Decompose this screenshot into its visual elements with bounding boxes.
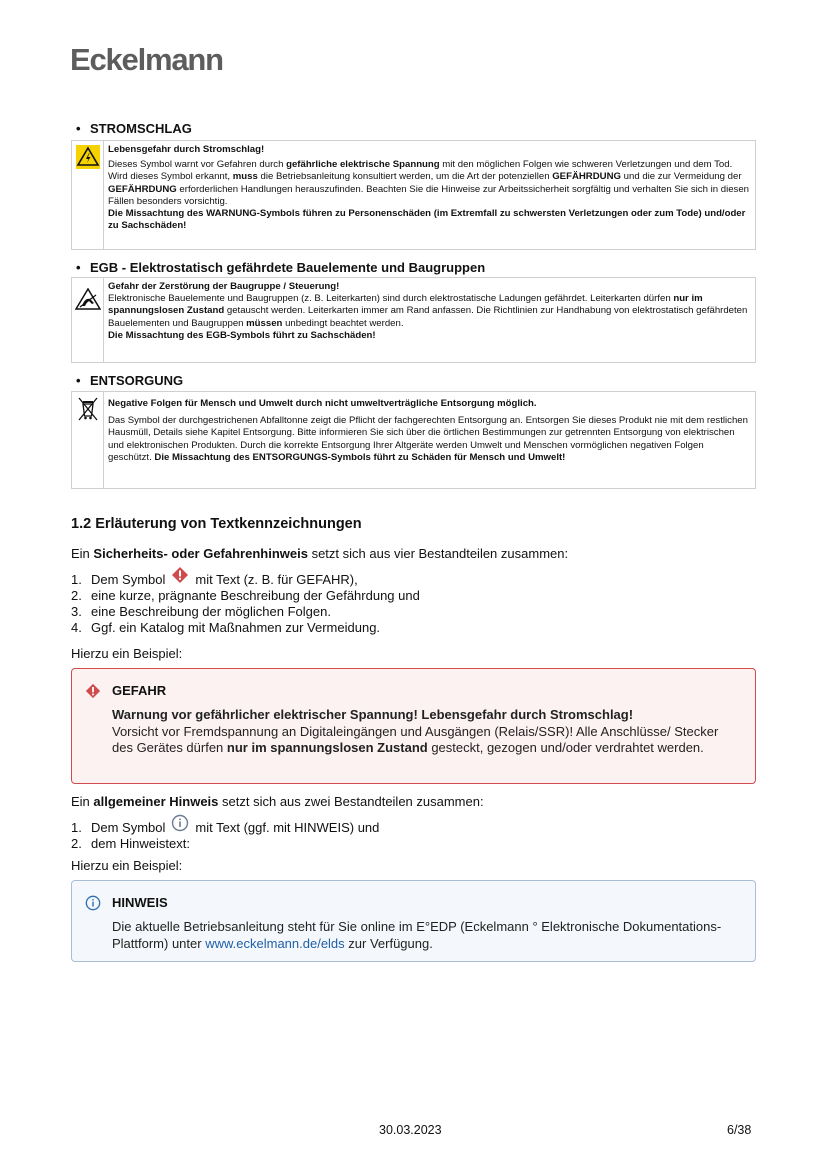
- info-callout: [71, 880, 756, 962]
- callout-body: Warnung vor gefährlicher elektrischer Spannung! Lebensgefahr durch Stromschlag! Vorsicht vor Fremdspannung an Digitaleingängen und Ausgängen (Relais/SSR)! Alle Anschlüsse/ Stecker des Gerätes dürfen nur im spannungslosen Zustand gesteckt, gezogen und/oder verdrahtet werden.: [112, 707, 719, 755]
- danger-icon: [85, 683, 101, 704]
- symbol-body: Dieses Symbol warnt vor Gefahren durch gefährliche elektrische Spannung mit den möglichen Folgen wie schweren Verletzungen und dem Tod. Wird dieses Symbol erkannt, muss die Betriebsanleitung konsultiert werden, um die Art der potenziellen GEFÄHRDUNG und die zur Vermeidung der GEFÄHRDUNG erforderlichen Handlungen herauszufinden. Beachten Sie die Hinweise zur Arbeitssicherheit sorgfältig und verhalten Sie sich in diesen Fällen besonders vorsichtig.: [108, 159, 749, 207]
- list-item: 4. Ggf. ein Katalog mit Maßnahmen zur Vermeidung.: [71, 620, 381, 635]
- callout-title: HINWEIS: [112, 895, 168, 910]
- electric-hazard-icon: [76, 145, 100, 249]
- section-heading-entsorgung: [76, 373, 183, 388]
- heading-text: STROMSCHLAG: [90, 121, 192, 136]
- list-general-components: [71, 820, 379, 852]
- danger-icon: [171, 572, 189, 588]
- callout-lead: Warnung vor gefährlicher elektrischer Spannung! Lebensgefahr durch Stromschlag!: [112, 707, 634, 722]
- symbol-title: Gefahr der Zerstörung der Baugruppe / Steuerung!: [108, 281, 340, 292]
- danger-callout: [71, 668, 756, 784]
- symbol-description: [104, 141, 755, 249]
- intro-paragraph-general: Ein allgemeiner Hinweis setzt sich aus zwei Bestandteilen zusammen:: [71, 794, 484, 809]
- callout-body: Die aktuelle Betriebsanleitung steht für Sie online im E°EDP (Eckelmann ° Elektronische Dokumentations-Plattform) unter www.eckelmann.de/elds zur Verfügung.: [112, 919, 722, 951]
- list-safety-components: [71, 572, 420, 636]
- list-item: 2. dem Hinweistext:: [71, 836, 190, 851]
- elds-link[interactable]: www.eckelmann.de/elds: [205, 935, 345, 951]
- symbol-cell: [72, 278, 104, 362]
- symbol-warning: Die Missachtung des EGB-Symbols führt zu Sachschäden!: [108, 329, 376, 341]
- footer-page-number: 6/38: [727, 1123, 752, 1137]
- info-icon: [85, 895, 101, 916]
- symbol-table-stromschlag: [71, 140, 756, 250]
- symbol-body: Elektronische Bauelemente und Baugruppen (z. B. Leiterkarten) sind durch elektrostatische Ladungen gefährdet. Leiterkarten dürfen nur im spannungslosen Zustand getauscht werden. Leiterkarten immer am Rand anfassen. Die Richtlinien zur Handhabung von elektrostatisch gefährdeten Bauelementen und Baugruppen müssen unbedingt beachtet werden.: [108, 293, 748, 329]
- list-item: 3. eine Beschreibung der möglichen Folgen.: [71, 604, 331, 619]
- example-label: Hierzu ein Beispiel:: [71, 646, 183, 661]
- callout-title: GEFAHR: [112, 683, 167, 698]
- section-heading-egb: [76, 260, 485, 275]
- symbol-title: Negative Folgen für Mensch und Umwelt durch nicht umweltverträgliche Entsorgung möglich.: [108, 398, 537, 409]
- list-item: 1. Dem Symbol mit Text (z. B. für GEFAHR),: [71, 572, 420, 588]
- symbol-description: [104, 392, 755, 488]
- symbol-table-entsorgung: [71, 391, 756, 489]
- symbol-description: [104, 278, 755, 362]
- bullet: •: [76, 121, 81, 136]
- chapter-heading: [71, 516, 362, 532]
- heading-text: ENTSORGUNG: [90, 373, 184, 388]
- symbol-cell: [72, 392, 104, 488]
- bullet: •: [76, 373, 81, 388]
- example-label: Hierzu ein Beispiel:: [71, 858, 183, 873]
- symbol-warning: Die Missachtung des WARNUNG-Symbols führen zu Personenschäden (im Extremfall zu schwersten Verletzungen oder zum Tode) und/oder zu Sachschäden!: [108, 208, 746, 232]
- symbol-cell: [72, 141, 104, 249]
- esd-icon: [75, 288, 101, 362]
- chapter-title: Erläuterung von Textkennzeichnungen: [95, 516, 362, 532]
- section-heading-stromschlag: [76, 121, 192, 136]
- list-item: 1. Dem Symbol mit Text (ggf. mit HINWEIS) und: [71, 820, 379, 836]
- list-item: 2. eine kurze, prägnante Beschreibung der Gefährdung und: [71, 588, 420, 603]
- chapter-number: 1.2: [71, 516, 92, 532]
- info-icon: [171, 820, 189, 836]
- symbol-title: Lebensgefahr durch Stromschlag!: [108, 144, 265, 155]
- bullet: •: [76, 260, 81, 275]
- heading-text: EGB - Elektrostatisch gefährdete Bauelemente und Baugruppen: [90, 260, 486, 275]
- symbol-body: Das Symbol der durchgestrichenen Abfalltonne zeigt die Pflicht der fachgerechten Entsorgung an. Entsorgen Sie dieses Produkt nie mit dem restlichen Hausmüll, Details siehe Kapitel Entsorgung. Bitte informieren Sie sich über die örtlichen Bestimmungen zur getrennten Entsorgung von elektrischen und elektronischen Produkten. Durch die korrekte Entsorgung Ihrer Altgeräte werden Umwelt und Menschen vormöglichen negativen Folgen geschützt. Die Missachtung des ENTSORGUNGS-Symbols führt zu Schäden für Mensch und Umwelt!: [108, 415, 748, 463]
- crossed-bin-icon: [76, 396, 100, 488]
- footer-date: 30.03.2023: [379, 1123, 442, 1137]
- eckelmann-logo: Eckelmann: [70, 42, 223, 77]
- symbol-table-egb: [71, 277, 756, 363]
- intro-paragraph-safety: Ein Sicherheits- oder Gefahrenhinweis setzt sich aus vier Bestandteilen zusammen:: [71, 546, 569, 561]
